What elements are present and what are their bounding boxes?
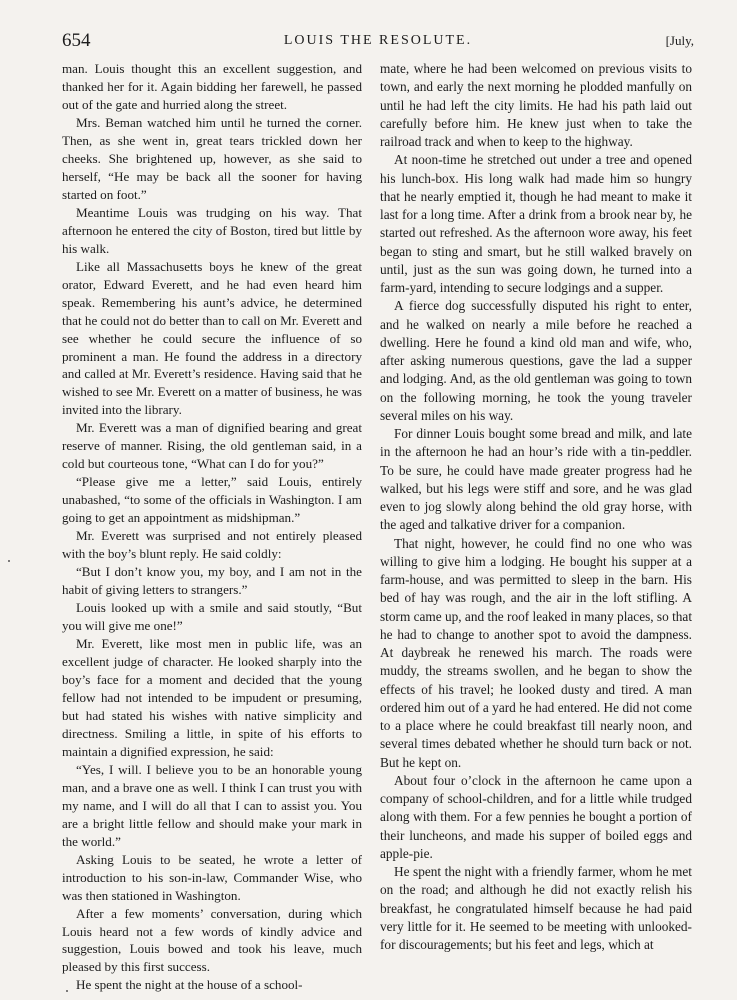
- print-speck: [66, 990, 68, 992]
- paragraph: He spent the night at the house of a school-: [76, 977, 303, 993]
- paragraph: Louis looked up with a smile and said stoutly, “But you will give me one!”: [62, 600, 362, 634]
- paragraph: A fierce dog successfully disputed his right to enter, and he walked on nearly a mile before he reached a dwelling. Here he found a kind old man and wife, who, after asking numerous questions, gave the lad a supper and lodging. And, as the old gentleman was going to town on the following morning, he took the young traveler several miles on his way.: [380, 298, 692, 423]
- paragraph: “Yes, I will. I believe you to be an honorable young man, and a brave one as well. I think I can trust you with my name, and I will do all that I can to assist you. You are a bright little fellow and should make your mark in the world.”: [62, 761, 362, 849]
- paragraph: mate, where he had been welcomed on previous visits to town, and early the next morning he plodded manfully on until he had left the city limits. He had his path laid out carefully before him. He knew just when to take the railroad track and when to keep to the highway.: [380, 61, 692, 149]
- paragraph: Asking Louis to be seated, he wrote a letter of introduction to his son-in-law, Commander Wise, who was then stationed in Washington.: [62, 851, 362, 903]
- paragraph: About four o’clock in the afternoon he came upon a company of school-children, and for a little while trudged along with them. For a few pennies he bought a portion of their luncheons, and made his supper of boiled eggs and apple-pie.: [380, 772, 692, 861]
- paragraph: For dinner Louis bought some bread and milk, and late in the afternoon he had an hour’s ride with a tin-peddler. To be sure, he could have made greater progress had he walked, but his legs were stiff and sore, and he was glad even to jog slowly along behind the old gray horse, with the aged and talkative driver for a companion.: [380, 426, 692, 533]
- paragraph: After a few moments’ conversation, during which Louis heard not a few words of kindly advice and suggestion, Louis bowed and took his leave, much pleased by this first success.: [62, 905, 362, 975]
- paragraph: Mrs. Beman watched him until he turned the corner. Then, as she went in, great tears trickled down her cheeks. She brightened up, however, as she said to herself, “He may be back all the sooner for having started on foot.”: [62, 114, 362, 202]
- paragraph: Mr. Everett was a man of dignified bearing and great reserve of manner. Rising, the old gentleman said, in a cold but courteous tone, “What can I do for you?”: [62, 420, 362, 472]
- paragraph: Mr. Everett was surprised and not entirely pleased with the boy’s blunt reply. He said coldly:: [62, 528, 362, 562]
- running-title: LOUIS THE RESOLUTE.: [283, 33, 473, 48]
- paragraph: “Please give me a letter,” said Louis, entirely unabashed, “to some of the officials in Washington. I am going to get an appointment as midshipman.”: [62, 474, 362, 526]
- paragraph: At noon-time he stretched out under a tree and opened his lunch-box. His long walk had made him so hungry that he nearly emptied it, though he had meant to make it last for a long time. After a drink from a brook near by, he started out refreshed. As the afternoon wore away, his feet began to sting and smart, but he still walked bravely on until, just as the sun was going down, he turned into a farm-yard, intending to secure lodgings and a supper.: [380, 152, 692, 295]
- paragraph: Mr. Everett, like most men in public life, was an excellent judge of character. He looked sharply into the boy’s face for a moment and decided that the young fellow had not intended to be impudent or presuming, but had stated his wishes with native simplicity and directness. Smiling a little, in spite of his efforts to maintain a dignified expression, he said:: [62, 636, 362, 759]
- running-header: [62, 30, 694, 54]
- paragraph: man. Louis thought this an excellent suggestion, and thanked her for it. Again bidding her farewell, he passed out of the gate and hurried along the street.: [62, 61, 362, 112]
- print-speck: [8, 560, 10, 562]
- page-number: 654: [62, 30, 91, 51]
- issue-month: [July,: [665, 33, 694, 48]
- paragraph: “But I don’t know you, my boy, and I am not in the habit of giving letters to strangers.”: [62, 564, 362, 598]
- right-column: [380, 60, 692, 954]
- paragraph: Like all Massachusetts boys he knew of the great orator, Edward Everett, and he had even heard him speak. Remembering his aunt’s advice, he determined that he could not do better than to call on Mr. Everett and see whether he could secure the influence of so prominent a man. He found the address in a directory and called at Mr. Everett’s residence. Having said that he wished to see Mr. Everett on a matter of business, he was invited into the library.: [62, 258, 362, 418]
- paragraph: That night, however, he could find no one who was willing to give him a lodging. He bought his supper at a farm-house, and was permitted to sleep in the barn. His bed of hay was rough, and the air in the loft stifling. A storm came up, and the roof leaked in many places, so that he had to change to another spot to avoid the dampness. At daybreak he renewed his march. The roads were muddy, the streams swollen, and he began to show the effects of his travel; he looked dusty and tired. A man ordered him out of a yard he had entered. He did not come to a place where he could breakfast till nearly noon, and several times debated whether he should turn back or not. But he kept on.: [380, 535, 693, 770]
- paragraph: He spent the night with a friendly farmer, whom he met on the road; and although he did not exactly relish his breakfast, he congratulated himself because he had paid very little for it. He seemed to be meeting with unlooked-for discouragements; but his feet and legs, which at: [380, 864, 692, 952]
- left-column: [62, 60, 362, 994]
- paragraph: Meantime Louis was trudging on his way. That afternoon he entered the city of Boston, tired but little by his walk.: [62, 204, 362, 256]
